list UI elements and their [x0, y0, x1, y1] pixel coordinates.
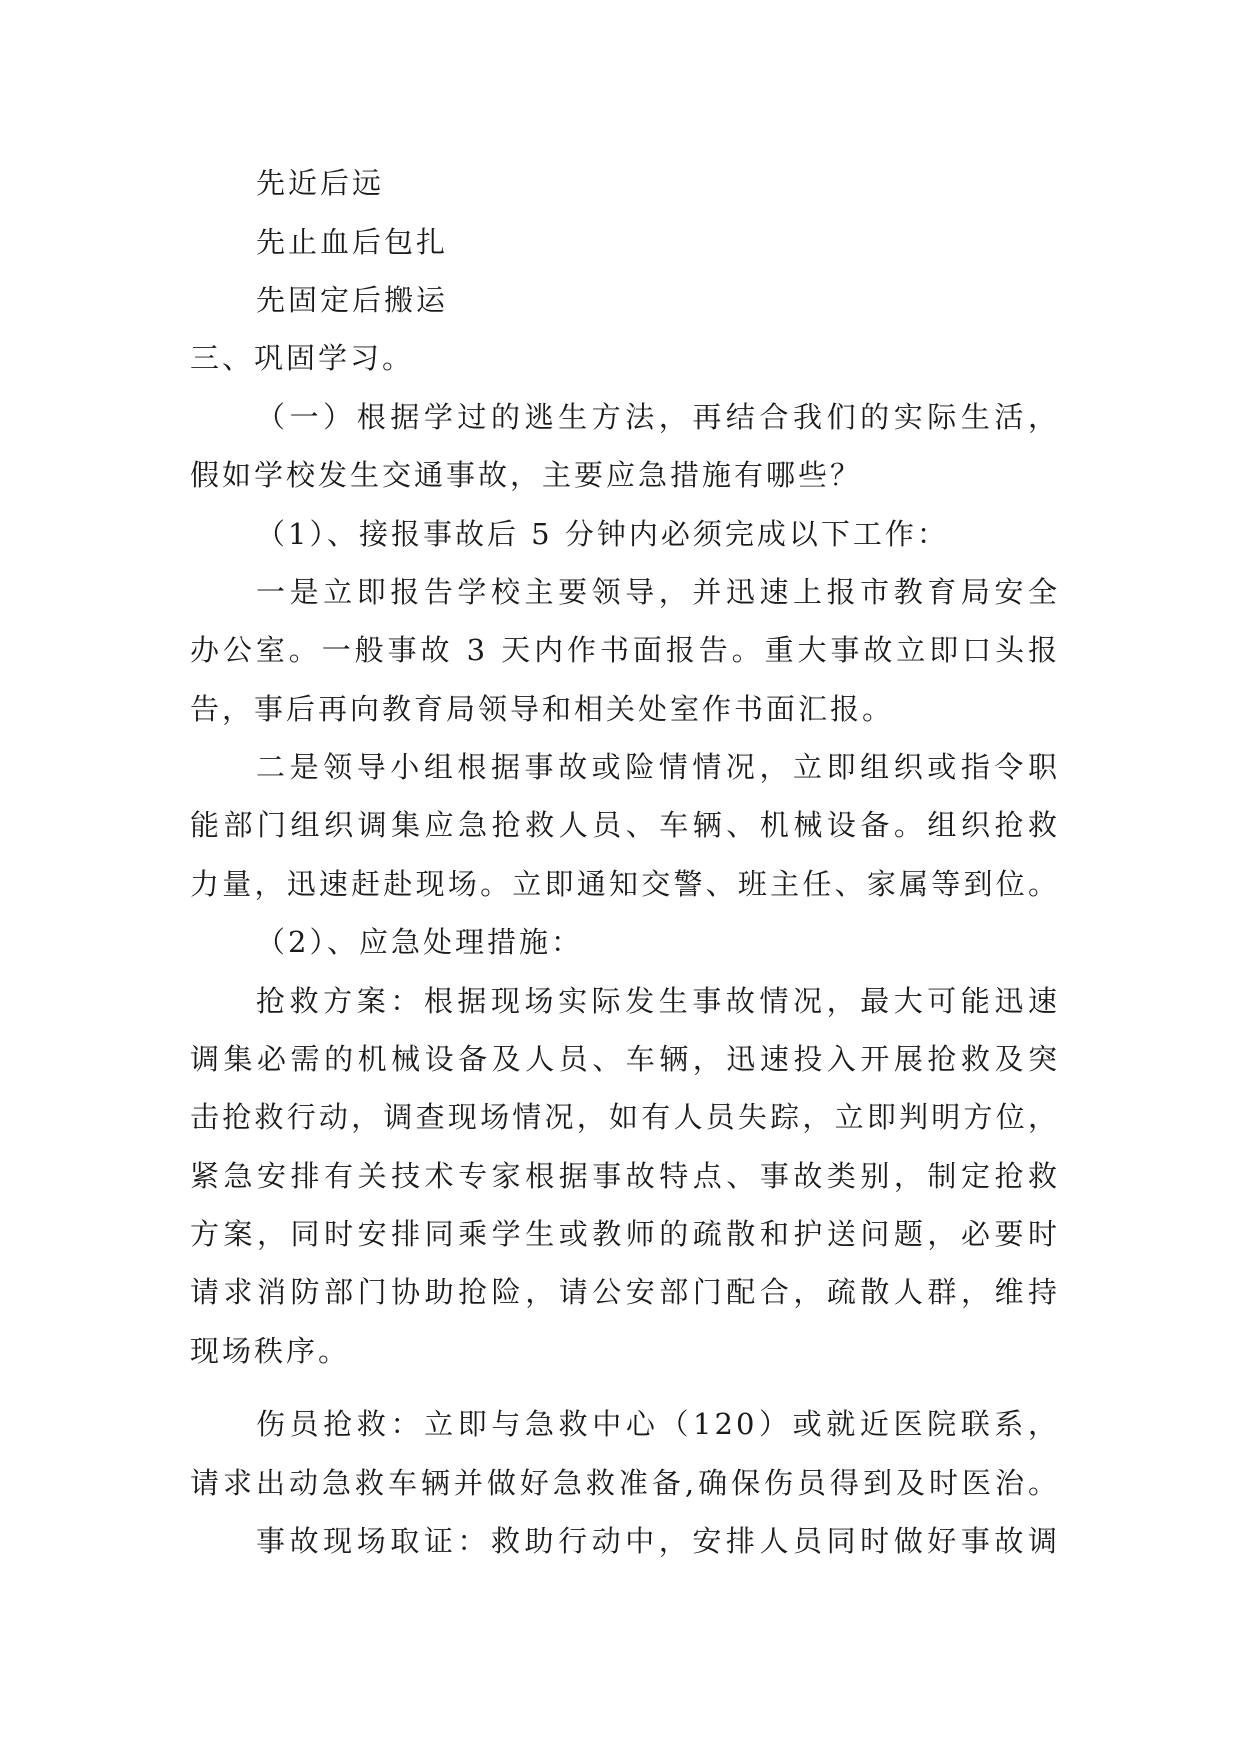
text-line: 先固定后搬运 — [256, 283, 449, 317]
text-line: 请求消防部门协助抢险，请公安部门配合，疏散人群，维持 — [190, 1275, 1060, 1309]
text-line: 一是立即报告学校主要领导，并迅速上报市教育局安全 — [256, 575, 1060, 609]
text-line: 假如学校发生交通事故，主要应急措施有哪些？ — [190, 458, 863, 492]
text-line: （1）、接报事故后 5 分钟内必须完成以下工作： — [256, 517, 949, 551]
text-line: （2）、应急处理措施： — [256, 925, 583, 959]
text-line: 调集必需的机械设备及人员、车辆，迅速投入开展抢救及突 — [190, 1042, 1060, 1076]
text-line: 力量，迅速赶赴现场。立即通知交警、班主任、家属等到位。 — [190, 867, 1060, 901]
text-line: 先止血后包扎 — [256, 225, 449, 259]
text-line: 请求出动急救车辆并做好急救准备,确保伤员得到及时医治。 — [190, 1466, 1060, 1500]
text-line: 击抢救行动，调查现场情况，如有人员失踪，立即判明方位， — [190, 1100, 1060, 1134]
text-line: 抢救方案：根据现场实际发生事故情况，最大可能迅速 — [256, 984, 1060, 1018]
text-line: 先近后远 — [256, 166, 385, 200]
text-line: 现场秩序。 — [190, 1334, 351, 1368]
text-line: 紧急安排有关技术专家根据事故特点、事故类别，制定抢救 — [190, 1159, 1060, 1193]
text-line: 能部门组织调集应急抢救人员、车辆、机械设备。组织抢救 — [190, 808, 1060, 842]
text-line: 办公室。一般事故 3 天内作书面报告。重大事故立即口头报 — [190, 633, 1060, 667]
text-line: 伤员抢救：立即与急救中心（120）或就近医院联系， — [256, 1407, 1060, 1441]
text-line: 方案，同时安排同乘学生或教师的疏散和护送问题，必要时 — [190, 1217, 1060, 1251]
text-line: 事故现场取证：救助行动中，安排人员同时做好事故调 — [256, 1524, 1060, 1558]
text-line: （一）根据学过的逃生方法，再结合我们的实际生活， — [256, 400, 1060, 434]
text-line: 二是领导小组根据事故或险情情况，立即组织或指令职 — [256, 750, 1060, 784]
section-heading: 三、巩固学习。 — [190, 341, 415, 375]
text-line: 告，事后再向教育局领导和相关处室作书面汇报。 — [190, 692, 895, 726]
